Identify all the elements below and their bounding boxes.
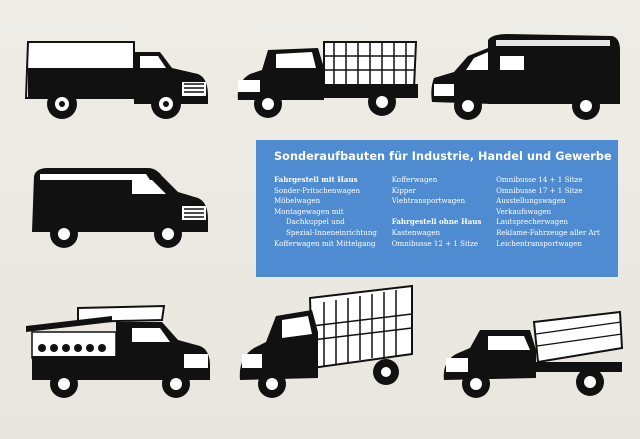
- list-column-2: [392, 175, 496, 249]
- list-item: Leichentransportwagen: [496, 238, 582, 248]
- list-item: Reklame-Fahrzeuge aller Art: [496, 227, 600, 237]
- pickup-truck-rack-illustration: [232, 38, 424, 122]
- list-spacer: [392, 207, 496, 218]
- list-item: Verkaufswagen: [496, 206, 552, 216]
- large-van-illustration: [428, 32, 624, 122]
- list-item: Kofferwagen mit Mittelgang: [274, 238, 376, 248]
- body-types-list: [274, 175, 610, 249]
- list-item: Kofferwagen: [391, 175, 438, 184]
- sales-van-illustration: [20, 300, 216, 406]
- list-item: Montagewagen mit: [274, 206, 344, 216]
- box-truck-illustration: [22, 38, 214, 122]
- list-item: Möbelwagen: [274, 196, 321, 206]
- list-column-1: [274, 175, 392, 249]
- list-item: Viehtransportwagen: [391, 196, 466, 206]
- list-item: Omnibusse 17 + 1 Sitze: [496, 185, 583, 195]
- list-item: Kipper: [391, 185, 416, 195]
- list-heading-without-cab: Fahrgestell ohne Haus: [391, 217, 482, 227]
- list-item: Dachkuppel und: [286, 217, 345, 227]
- tipper-truck-illustration: [440, 308, 626, 404]
- list-item: Sonder-Pritschenwagen: [274, 185, 361, 195]
- list-item: Omnibusse 12 + 1 Sitze: [391, 238, 479, 248]
- special-bodies-panel: [256, 140, 618, 277]
- list-item: Kastenwagen: [391, 227, 441, 237]
- list-item: Omnibusse 14 + 1 Sitze: [496, 175, 583, 184]
- list-column-3: [496, 175, 610, 249]
- panel-title: Sonderaufbauten für Industrie, Handel und Gewerbe: [274, 150, 612, 163]
- list-item: Spezial-Inneneinrichtung: [286, 227, 377, 237]
- list-heading-with-cab: Fahrgestell mit Haus: [274, 175, 358, 184]
- list-item: Lautsprecherwagen: [496, 217, 568, 227]
- livestock-truck-illustration: [236, 284, 420, 408]
- panel-van-illustration: [28, 166, 212, 252]
- list-item: Ausstellungswagen: [496, 196, 566, 206]
